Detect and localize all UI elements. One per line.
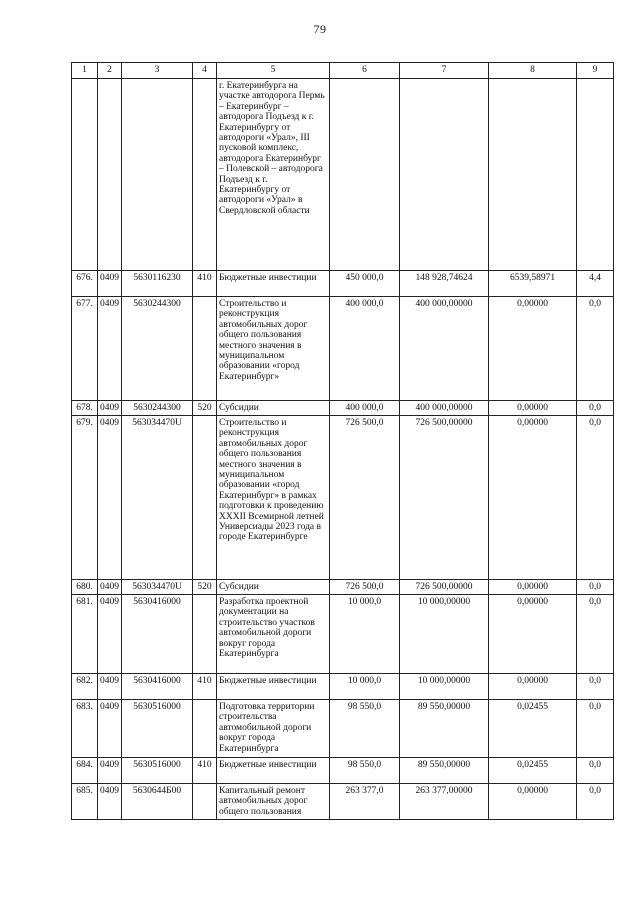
expense-type — [193, 79, 217, 271]
expense-type: 410 — [193, 674, 217, 700]
table-row — [72, 401, 614, 416]
executed-amount: 400 000,00000 — [400, 297, 489, 401]
remaining-amount: 0,00000 — [489, 416, 577, 580]
row-number — [72, 79, 98, 271]
remaining-amount: 0,00000 — [489, 401, 577, 416]
header-row — [72, 63, 614, 79]
table-row — [72, 79, 614, 271]
row-number: 679. — [72, 416, 98, 580]
target-code — [122, 79, 193, 271]
target-code: 5630644Б00 — [122, 784, 193, 820]
page-number: 79 — [313, 22, 327, 36]
section-code: 0409 — [98, 580, 122, 595]
percent-value: 0,0 — [577, 297, 614, 401]
target-code: 5630416000 — [122, 595, 193, 674]
table-row — [72, 674, 614, 700]
executed-amount: 263 377,00000 — [400, 784, 489, 820]
section-code: 0409 — [98, 674, 122, 700]
item-name: Субсидии — [217, 401, 330, 416]
table-row — [72, 580, 614, 595]
executed-amount: 89 550,00000 — [400, 758, 489, 784]
row-number: 683. — [72, 700, 98, 758]
target-code: 563034470U — [122, 416, 193, 580]
executed-amount: 10 000,00000 — [400, 595, 489, 674]
plan-amount: 10 000,0 — [330, 674, 400, 700]
remaining-amount — [489, 79, 577, 271]
row-number: 685. — [72, 784, 98, 820]
remaining-amount: 0,00000 — [489, 297, 577, 401]
table-row — [72, 700, 614, 758]
plan-amount: 726 500,0 — [330, 416, 400, 580]
row-number: 676. — [72, 271, 98, 297]
section-code: 0409 — [98, 271, 122, 297]
executed-amount: 726 500,00000 — [400, 580, 489, 595]
header-cell: 7 — [400, 63, 489, 79]
item-name: Бюджетные инвестиции — [217, 674, 330, 700]
row-number: 681. — [72, 595, 98, 674]
target-code: 5630244300 — [122, 401, 193, 416]
expense-type — [193, 700, 217, 758]
header-cell: 5 — [217, 63, 330, 79]
expense-type: 520 — [193, 401, 217, 416]
plan-amount: 98 550,0 — [330, 700, 400, 758]
header-cell: 2 — [98, 63, 122, 79]
target-code: 5630244300 — [122, 297, 193, 401]
percent-value: 0,0 — [577, 580, 614, 595]
section-code: 0409 — [98, 297, 122, 401]
expense-type — [193, 297, 217, 401]
table-row — [72, 297, 614, 401]
percent-value: 0,0 — [577, 758, 614, 784]
expense-type — [193, 595, 217, 674]
header-cell: 1 — [72, 63, 98, 79]
percent-value: 0,0 — [577, 784, 614, 820]
row-number: 677. — [72, 297, 98, 401]
header-cell: 4 — [193, 63, 217, 79]
row-number: 684. — [72, 758, 98, 784]
item-name: Субсидии — [217, 580, 330, 595]
table-row — [72, 784, 614, 820]
expense-type: 520 — [193, 580, 217, 595]
target-code: 5630416000 — [122, 674, 193, 700]
plan-amount: 263 377,0 — [330, 784, 400, 820]
percent-value: 0,0 — [577, 700, 614, 758]
executed-amount: 10 000,00000 — [400, 674, 489, 700]
executed-amount: 89 550,00000 — [400, 700, 489, 758]
executed-amount: 400 000,00000 — [400, 401, 489, 416]
header-cell: 9 — [577, 63, 614, 79]
percent-value — [577, 79, 614, 271]
remaining-amount: 0,02455 — [489, 700, 577, 758]
table-row — [72, 595, 614, 674]
expense-type — [193, 784, 217, 820]
percent-value: 0,0 — [577, 595, 614, 674]
remaining-amount: 0,00000 — [489, 595, 577, 674]
table-row — [72, 758, 614, 784]
section-code: 0409 — [98, 401, 122, 416]
target-code: 563034470U — [122, 580, 193, 595]
item-name: Подготовка территории строительства автомобильной дороги вокруг города Екатеринбурга — [217, 700, 330, 758]
remaining-amount: 0,00000 — [489, 784, 577, 820]
section-code: 0409 — [98, 416, 122, 580]
item-name: Бюджетные инвестиции — [217, 271, 330, 297]
item-name: Строительство и реконструкция автомобильных дорог общего пользования местного значения в муниципальном образовании «город Екатеринбург» — [217, 297, 330, 401]
item-name: Капитальный ремонт автомобильных дорог общего пользования — [217, 784, 330, 820]
plan-amount: 400 000,0 — [330, 297, 400, 401]
target-code: 5630516000 — [122, 758, 193, 784]
plan-amount: 726 500,0 — [330, 580, 400, 595]
header-cell: 3 — [122, 63, 193, 79]
section-code: 0409 — [98, 758, 122, 784]
expense-type — [193, 416, 217, 580]
header-cell: 8 — [489, 63, 577, 79]
target-code: 5630116230 — [122, 271, 193, 297]
plan-amount — [330, 79, 400, 271]
table-row — [72, 271, 614, 297]
target-code: 5630516000 — [122, 700, 193, 758]
expense-type: 410 — [193, 271, 217, 297]
plan-amount: 10 000,0 — [330, 595, 400, 674]
item-name: Строительство и реконструкция автомобильных дорог общего пользования местного значения в муниципальном образовании «город Екатеринбург» в рамках подготовки к проведению XXXII Всемирной летней Универсиады 2023 года в городе Екатеринбурге — [217, 416, 330, 580]
section-code — [98, 79, 122, 271]
plan-amount: 400 000,0 — [330, 401, 400, 416]
percent-value: 0,0 — [577, 674, 614, 700]
row-number: 682. — [72, 674, 98, 700]
remaining-amount: 0,02455 — [489, 758, 577, 784]
section-code: 0409 — [98, 595, 122, 674]
item-name: Разработка проектной документации на строительство участков автомобильной дороги вокруг города Екатеринбурга — [217, 595, 330, 674]
section-code: 0409 — [98, 784, 122, 820]
remaining-amount: 6539,58971 — [489, 271, 577, 297]
table-row — [72, 416, 614, 580]
budget-table — [71, 62, 614, 820]
section-code: 0409 — [98, 700, 122, 758]
row-number: 680. — [72, 580, 98, 595]
item-name: г. Екатеринбурга на участке автодорога Пермь – Екатеринбург – автодорога Подъезд к г. Екатеринбургу от автодороги «Урал», III пусковой комплекс, автодорога Екатеринбург – Полевской – автодорога Подъезд к г. Екатеринбургу от автодороги «Урал» в Свердловской области — [217, 79, 330, 271]
plan-amount: 98 550,0 — [330, 758, 400, 784]
remaining-amount: 0,00000 — [489, 674, 577, 700]
expense-type: 410 — [193, 758, 217, 784]
row-number: 678. — [72, 401, 98, 416]
remaining-amount: 0,00000 — [489, 580, 577, 595]
percent-value: 0,0 — [577, 401, 614, 416]
executed-amount: 726 500,00000 — [400, 416, 489, 580]
plan-amount: 450 000,0 — [330, 271, 400, 297]
header-cell: 6 — [330, 63, 400, 79]
executed-amount — [400, 79, 489, 271]
percent-value: 0,0 — [577, 416, 614, 580]
executed-amount: 148 928,74624 — [400, 271, 489, 297]
percent-value: 4,4 — [577, 271, 614, 297]
item-name: Бюджетные инвестиции — [217, 758, 330, 784]
